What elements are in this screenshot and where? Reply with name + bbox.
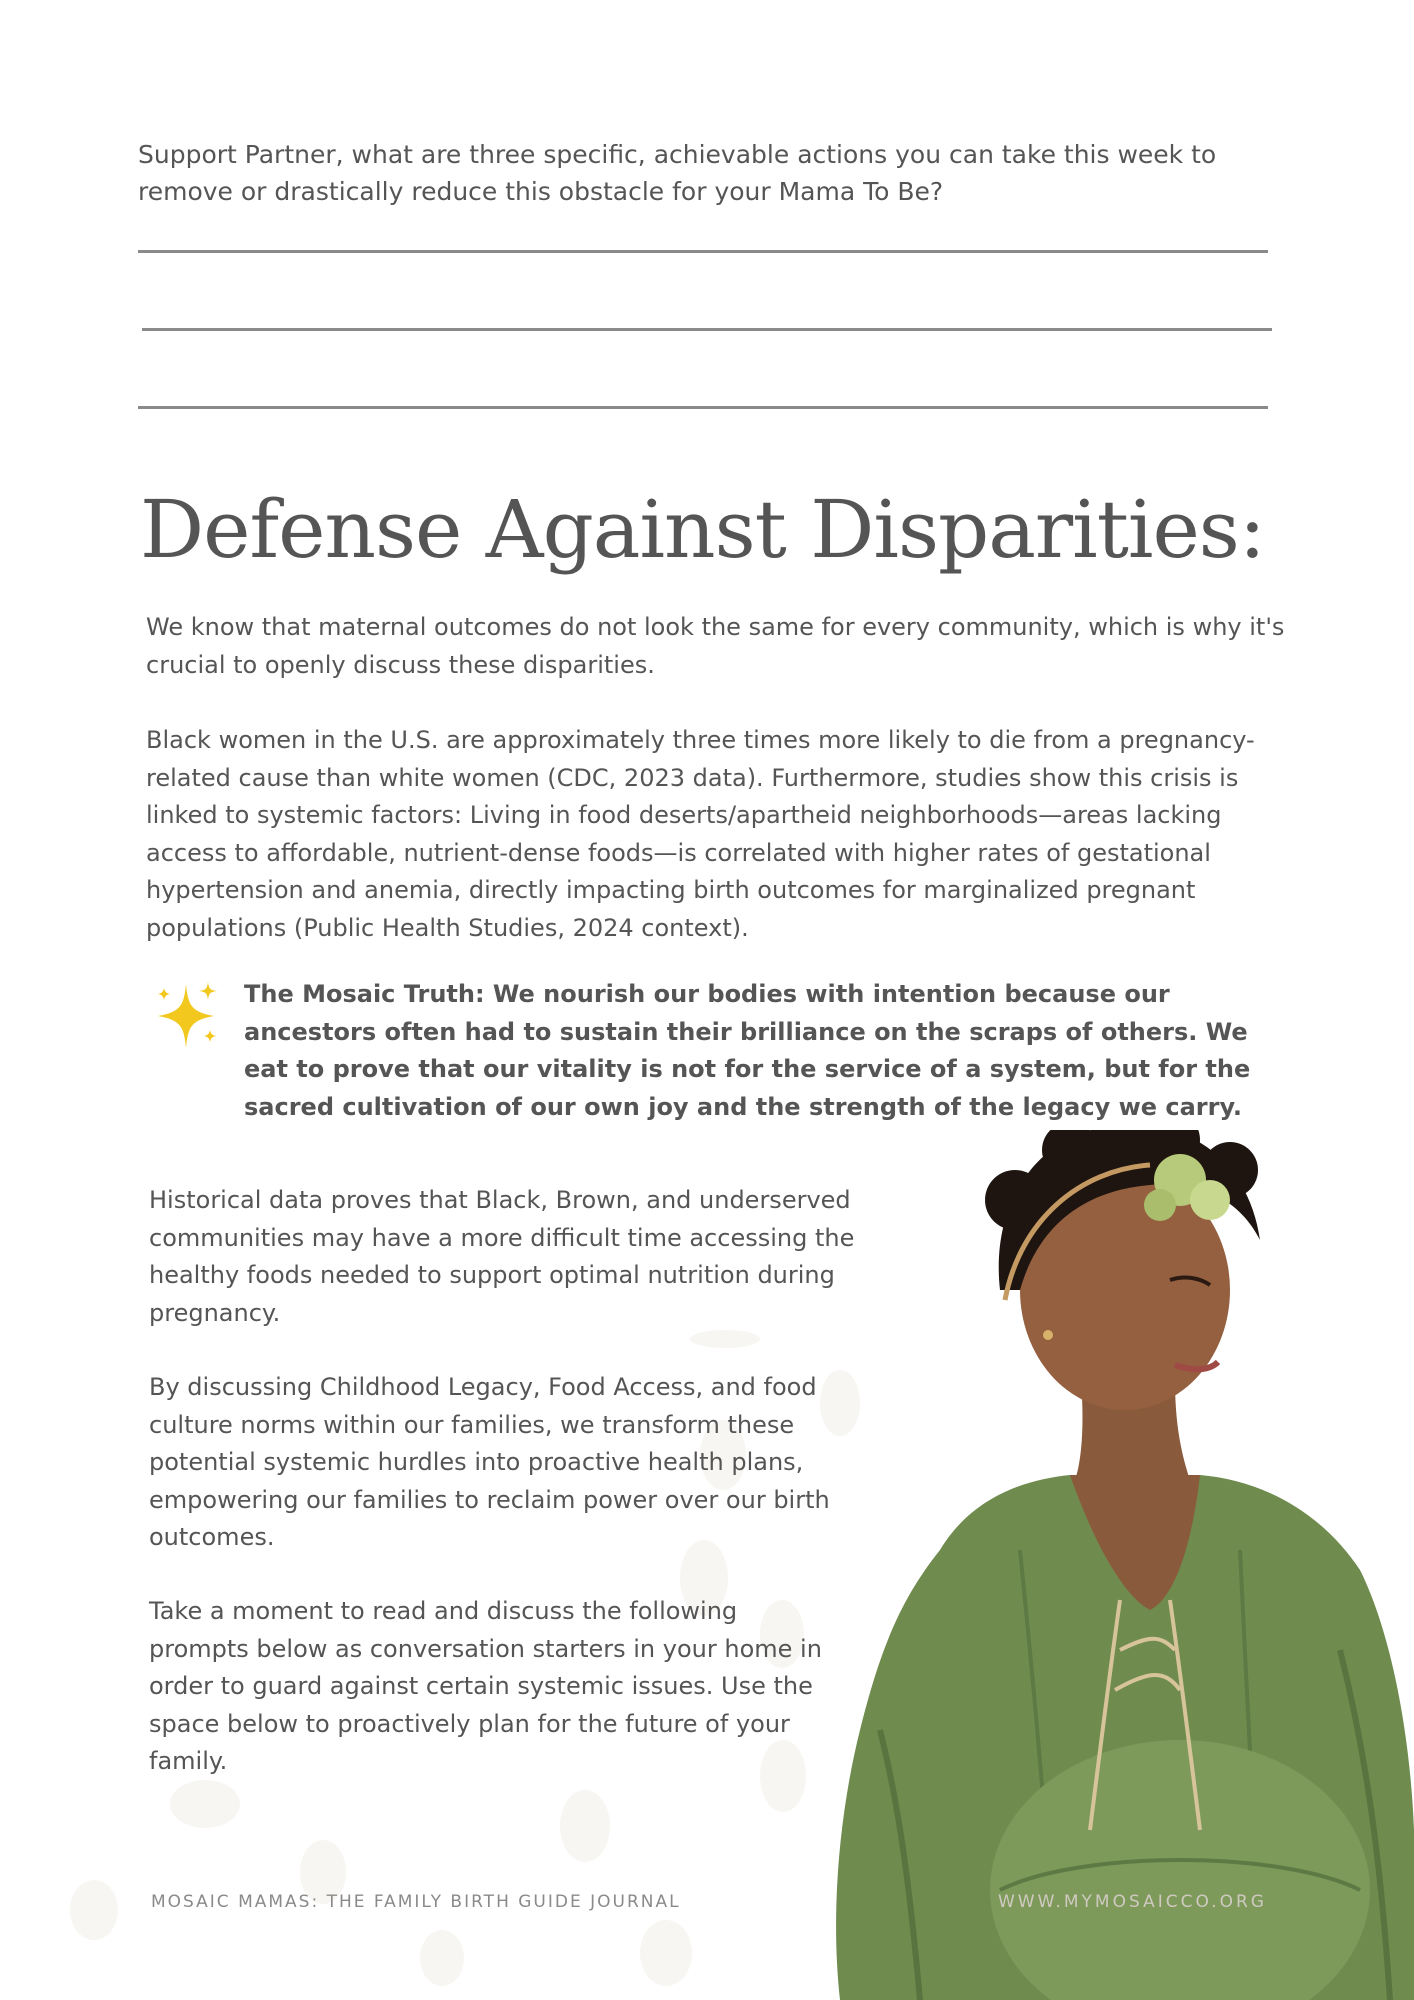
- footer-website-link[interactable]: WWW.MYMOSAICCO.ORG: [998, 1892, 1267, 1912]
- discussing-paragraph: By discussing Childhood Legacy, Food Access, and food culture norms within our families, we transform these potential systemic hurdles into proactive health plans, empowering our families to reclaim power over our birth outcomes.: [149, 1373, 830, 1551]
- pregnant-woman-portrait: [820, 1130, 1414, 2000]
- historical-paragraph: Historical data proves that Black, Brown, and underserved communities may have a more difficult time accessing the healthy foods needed to support optimal nutrition during pregnancy.: [149, 1186, 855, 1327]
- statistics-paragraph: Black women in the U.S. are approximately three times more likely to die from a pregnancy-related cause than white women (CDC, 2023 data). Furthermore, studies show this crisis is linked to systemic factors: Living in food deserts/apartheid neighborhoods—areas lacking access to affordable, nutrient-dense foods—is correlated with higher rates of gestational hypertension and anemia, directly impacting birth outcomes for marginalized pregnant populations (Public Health Studies, 2024 context).: [146, 726, 1255, 942]
- mosaic-truth-callout: The Mosaic Truth: We nourish our bodies with intention because our ancestors often had to sustain their brilliance on the scraps of others. We eat to prove that our vitality is not for the service of a system, but for the sacred cultivation of our own joy and the strength of the legacy we carry.: [244, 980, 1251, 1121]
- footer-journal-title: MOSAIC MAMAS: THE FAMILY BIRTH GUIDE JOURNAL: [151, 1892, 681, 1912]
- answer-line-3[interactable]: [138, 406, 1268, 409]
- answer-line-1[interactable]: [138, 250, 1268, 253]
- answer-line-2[interactable]: [142, 328, 1272, 331]
- support-partner-prompt: Support Partner, what are three specific, achievable actions you can take this week to remove or drastically reduce this obstacle for your Mama To Be?: [138, 140, 1217, 206]
- take-moment-paragraph: Take a moment to read and discuss the following prompts below as conversation starters in your home in order to guard against certain systemic issues. Use the space below to proactively plan for the future of your family.: [149, 1597, 822, 1775]
- section-title: Defense Against Disparities:: [140, 483, 1265, 576]
- intro-paragraph: We know that maternal outcomes do not look the same for every community, which is why it's crucial to openly discuss these disparities.: [146, 613, 1285, 679]
- sparkle-icon: [150, 980, 222, 1052]
